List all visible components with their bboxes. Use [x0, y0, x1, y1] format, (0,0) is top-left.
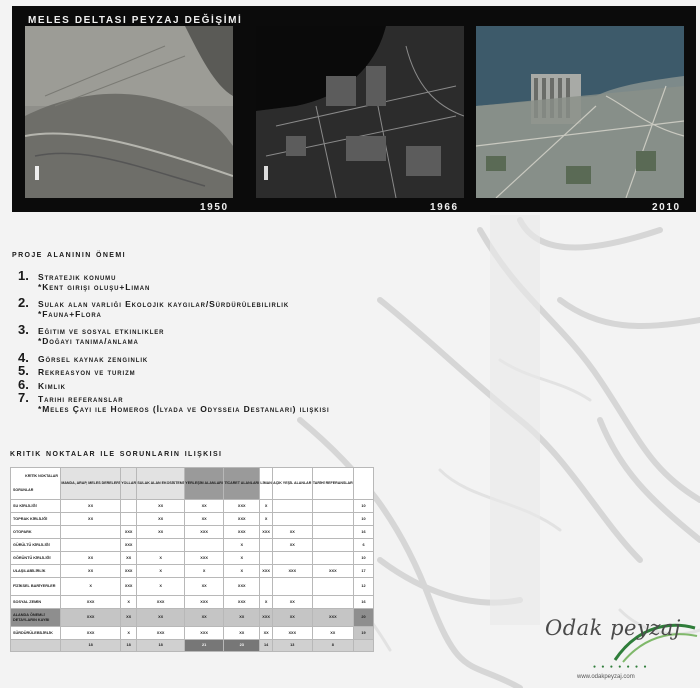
matrix-title: kritik noktalar ile sorunların ilişkisi: [10, 447, 223, 459]
matrix-cell: XXX: [312, 609, 353, 627]
matrix-cell: 17: [354, 565, 374, 578]
table-row: [11, 565, 374, 578]
matrix-cell: X: [137, 565, 185, 578]
matrix-cell: XX: [185, 609, 224, 627]
matrix-cell: [312, 526, 353, 539]
year-1966: 1966: [430, 202, 459, 213]
matrix-cell: XX: [272, 539, 312, 552]
total-cell: 18: [121, 640, 137, 652]
year-2010: 2010: [652, 202, 681, 213]
matrix-cell: XXX: [224, 526, 260, 539]
matrix-cell: X: [137, 578, 185, 596]
matrix-cell: [61, 539, 121, 552]
matrix-header-row: [11, 468, 374, 500]
row-label: GÖRÜNTÜ KİRLİLİĞİ: [11, 552, 61, 565]
table-row: [11, 500, 374, 513]
row-label: FİZİKSEL BARİYERLER: [11, 578, 61, 596]
column-header: [354, 468, 374, 500]
matrix-cell: XXX: [260, 526, 273, 539]
matrix-cell: XXX: [61, 627, 121, 640]
matrix-cell: XXX: [137, 596, 185, 609]
matrix-cell: 16: [354, 596, 374, 609]
table-row: [11, 627, 374, 640]
matrix-cell: XXX: [272, 565, 312, 578]
matrix-cell: [312, 513, 353, 526]
matrix-cell: [260, 578, 273, 596]
matrix-cell: XXX: [224, 513, 260, 526]
matrix-cell: [312, 539, 353, 552]
matrix-cell: XX: [185, 578, 224, 596]
list-item: 3. Eğitim ve sosyal etkinlikler: [18, 322, 165, 338]
matrix-cell: XXX: [224, 500, 260, 513]
importance-list: [18, 268, 488, 418]
total-cell: 18: [137, 640, 185, 652]
table-row: [11, 539, 374, 552]
column-header: MANDA, ARAP, MELES DERELERİ: [61, 468, 121, 500]
column-header: YOLLAR: [121, 468, 137, 500]
matrix-cell: XXX: [272, 627, 312, 640]
matrix-cell: XX: [121, 552, 137, 565]
matrix-cell: XXX: [121, 526, 137, 539]
matrix-cell: XXX: [224, 578, 260, 596]
matrix-cell: X: [260, 500, 273, 513]
matrix-cell: XXX: [121, 539, 137, 552]
list-item: *Fauna+Flora: [38, 308, 102, 319]
list-item: *Doğayı tanıma/anlama: [38, 335, 139, 346]
landscape-change-strip: [12, 6, 696, 212]
matrix-cell: XX: [137, 500, 185, 513]
table-row: [11, 526, 374, 539]
matrix-cell: X: [185, 565, 224, 578]
table-row: [11, 578, 374, 596]
matrix-cell: XXX: [185, 526, 224, 539]
row-label: ALANDA ÖNEMLİ DETAYLARIN KAYBI: [11, 609, 61, 627]
importance-title: proje alanının önemi: [12, 248, 126, 260]
total-cell: [354, 640, 374, 652]
matrix-cell: XXX: [312, 565, 353, 578]
matrix-cell: [312, 552, 353, 565]
total-cell: 8: [312, 640, 353, 652]
row-label: SÜRDÜRÜLEBİLİRLİK: [11, 627, 61, 640]
matrix-cell: 6: [354, 539, 374, 552]
matrix-cell: [272, 552, 312, 565]
matrix-cell: X: [137, 552, 185, 565]
column-header: TİCARET ALANLARI: [224, 468, 260, 500]
total-cell: 14: [260, 640, 273, 652]
list-item: 2. Sulak alan varlığı Ekolojik kaygılar/Sürdürülebilirlik: [18, 295, 290, 311]
totals-label: [11, 640, 61, 652]
matrix-cell: [312, 578, 353, 596]
matrix-cell: [61, 526, 121, 539]
matrix-cell: XXX: [260, 609, 273, 627]
matrix-cell: X: [224, 565, 260, 578]
matrix-cell: 10: [354, 513, 374, 526]
aerial-photo-1950: [25, 26, 233, 198]
matrix-cell: XXX: [121, 565, 137, 578]
matrix-cell: XXX: [121, 578, 137, 596]
matrix-cell: X: [224, 552, 260, 565]
year-1950: 1950: [200, 202, 229, 213]
row-label: SU KİRLİLİĞİ: [11, 500, 61, 513]
odak-peyzaj-logo: [545, 610, 700, 688]
matrix-cell: [260, 552, 273, 565]
matrix-cell: [312, 500, 353, 513]
matrix-cell: X: [224, 539, 260, 552]
matrix-cell: XXX: [185, 552, 224, 565]
row-label: TOPRAK KİRLİLİĞİ: [11, 513, 61, 526]
matrix-cell: XX: [224, 627, 260, 640]
row-label: GÜRÜLTÜ KİRLİLİĞİ: [11, 539, 61, 552]
matrix-cell: X: [121, 596, 137, 609]
matrix-cell: [260, 539, 273, 552]
matrix-cell: XX: [272, 609, 312, 627]
list-item: 7. Tarihi referanslar: [18, 390, 124, 406]
list-item: 1. Stratejik konumu: [18, 268, 117, 283]
aerial-photo-1966: [256, 26, 464, 198]
matrix-cell: 12: [354, 578, 374, 596]
total-cell: 23: [224, 640, 260, 652]
row-label: SOSYAL ZEMİN: [11, 596, 61, 609]
row-label: OTOPARK: [11, 526, 61, 539]
table-row: [11, 552, 374, 565]
critical-points-matrix: [10, 467, 374, 652]
matrix-cell: XX: [185, 513, 224, 526]
matrix-cell: XX: [61, 552, 121, 565]
list-item: *Meles Çayı ile Homeros (İlyada ve Odysseia Destanları) ilişkisi: [38, 403, 330, 414]
logo-brand: Odak peyzaj: [545, 616, 681, 640]
matrix-cell: X: [260, 513, 273, 526]
matrix-cell: XXX: [61, 596, 121, 609]
list-item: 5. Rekreasyon ve turizm: [18, 363, 136, 379]
table-row: [11, 596, 374, 609]
strip-title: MELES DELTASI PEYZAJ DEĞİŞİMİ: [28, 15, 243, 26]
matrix-cell: XX: [260, 627, 273, 640]
matrix-cell: [137, 539, 185, 552]
matrix-cell: XXX: [224, 596, 260, 609]
matrix-cell: XXX: [185, 627, 224, 640]
matrix-corner: KRİTİK NOKTALAR SORUNLAR: [11, 468, 61, 500]
matrix-cell: [272, 513, 312, 526]
column-header: YERLEŞİM ALANLARI: [185, 468, 224, 500]
column-header: SULAK ALAN EKOSİSTEMİ: [137, 468, 185, 500]
matrix-cell: [121, 500, 137, 513]
total-cell: 21: [185, 640, 224, 652]
matrix-cell: XX: [312, 627, 353, 640]
total-cell: 13: [272, 640, 312, 652]
matrix-cell: [121, 513, 137, 526]
total-cell: 18: [61, 640, 121, 652]
matrix-cell: 10: [354, 500, 374, 513]
matrix-cell: XX: [272, 596, 312, 609]
matrix-cell: [185, 539, 224, 552]
table-row: [11, 609, 374, 627]
column-header: AÇIK YEŞİL ALANLAR: [272, 468, 312, 500]
matrix-cell: XX: [137, 609, 185, 627]
matrix-cell: XX: [185, 500, 224, 513]
matrix-cell: X: [61, 578, 121, 596]
logo-dots: ● ● ● ● ● ● ●: [593, 664, 649, 670]
column-header: TARİHİ REFERANSLAR: [312, 468, 353, 500]
matrix-cell: 20: [354, 609, 374, 627]
matrix-cell: 16: [354, 526, 374, 539]
list-item: 6. Kimlik: [18, 376, 66, 392]
matrix-cell: [272, 578, 312, 596]
matrix-cell: XX: [272, 526, 312, 539]
aerial-photo-2010: [476, 26, 684, 198]
matrix-cell: XX: [61, 513, 121, 526]
matrix-cell: XX: [224, 609, 260, 627]
list-item: *Kent girişi oluşu+Liman: [38, 281, 151, 292]
matrix-cell: 19: [354, 627, 374, 640]
column-header: LİMAN: [260, 468, 273, 500]
matrix-cell: XX: [61, 565, 121, 578]
matrix-cell: XXX: [185, 596, 224, 609]
matrix-cell: [272, 500, 312, 513]
matrix-cell: XXX: [61, 609, 121, 627]
matrix-cell: X: [260, 596, 273, 609]
totals-row: [11, 640, 374, 652]
matrix-cell: X: [121, 627, 137, 640]
matrix-cell: XX: [137, 526, 185, 539]
matrix-cell: XX: [121, 609, 137, 627]
row-label: ULAŞILABİLİRLİK: [11, 565, 61, 578]
logo-url: www.odakpeyzaj.com: [577, 674, 635, 680]
matrix-cell: [312, 596, 353, 609]
matrix-cell: XXX: [260, 565, 273, 578]
list-item: 4. Görsel kaynak zenginlik: [18, 349, 149, 365]
matrix-cell: 10: [354, 552, 374, 565]
matrix-cell: XXX: [137, 627, 185, 640]
matrix-cell: XX: [61, 500, 121, 513]
table-row: [11, 513, 374, 526]
matrix-cell: XX: [137, 513, 185, 526]
